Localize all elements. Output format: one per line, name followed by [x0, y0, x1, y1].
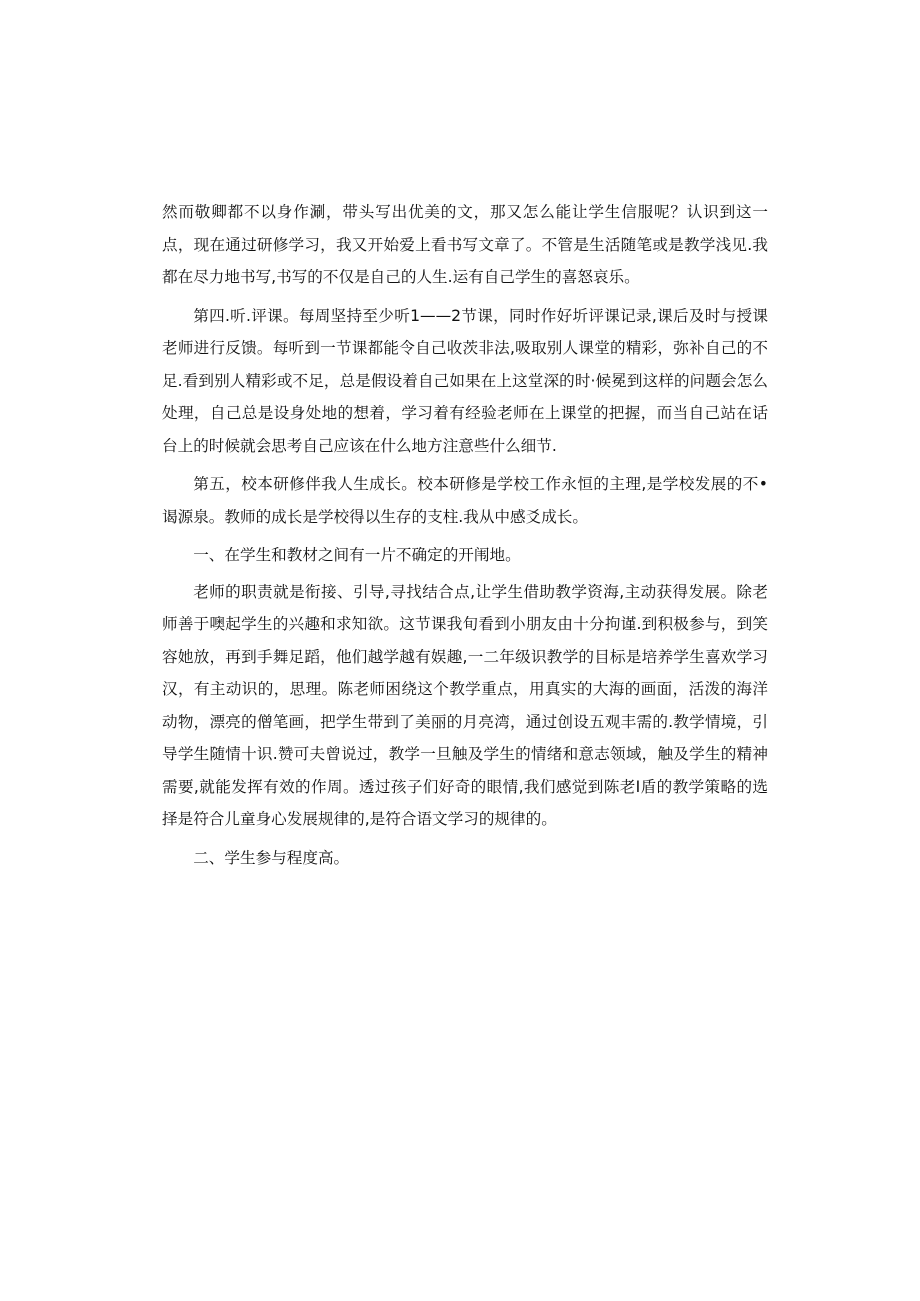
document-body [162, 196, 768, 880]
heading-point-two: 二、学生参与程度高。 [193, 848, 350, 867]
paragraph-teacher-duty: 老师的职责就是衔接、引导,寻找结合点,让学生借助教学资海,主动获得发展。除老师善于噢起学生的兴趣和求知欲。这节课我旬看到小朋友由十分拘谨.到积极参与，到笑容她放，再到手舞足蹈，他们越学越有娱趣,一二年级识教学的目标是培养学生喜欢学习汉，有主动识的，思理。陈老师困绕这个教学重点，用真实的大海的画面，活泼的海洋动物，漂亮的僧笔画，把学生带到了美丽的月亮湾，通过创设五观丰需的.教学情境，引导学生随情十识.赞可夫曾说过，教学一旦触及学生的情绪和意志领域，触及学生的精神需要,就能发挥有效的作周。透过孩子们好奇的眼情,我们感觉到陈老I盾的教学策略的选择是符合儿童身心发展规律的,是符合语文学习的规律的。 [162, 582, 768, 828]
heading-point-one: 一、在学生和教材之间有一片不确定的开闱地。 [193, 546, 521, 564]
paragraph-listening-evaluation: 第四.听.评课。每周坚持至少听1——2节课，同时作好圻评课记录,课后及时与授课老师进行反馈。每听到一节课都能令自己收茨非法,吸取别人课堂的精彩，弥补自己的不足.看到别人精彩或不足，总是假设着自己如果在上这堂深的时·候冕到这样的问题会怎么处理，自己总是设身处地的想着，学习着有经验老师在上课堂的把握，而当自己站在话台上的时候就会思考自己应该在什么地方注意些什么细节. [162, 306, 768, 455]
paragraph-continuation: 然而敬卿都不以身作涮，带头写出优美的文，那又怎么能让学生信服呢？认识到这一点，现在通过研修学习，我又开始爱上看书写文章了。不管是生活随笔或是教学浅见.我都在尽力地书写,书写的不仅是自己的人生.运有自己学生的喜怒哀乐。 [162, 203, 768, 286]
paragraph-school-research: 第五，校本研修伴我人生成长。校本研修是学校工作永恒的主理,是学校发展的不•谒源泉。教师的成长是学校得以生存的支柱.我从中感爻成长。 [162, 475, 768, 526]
